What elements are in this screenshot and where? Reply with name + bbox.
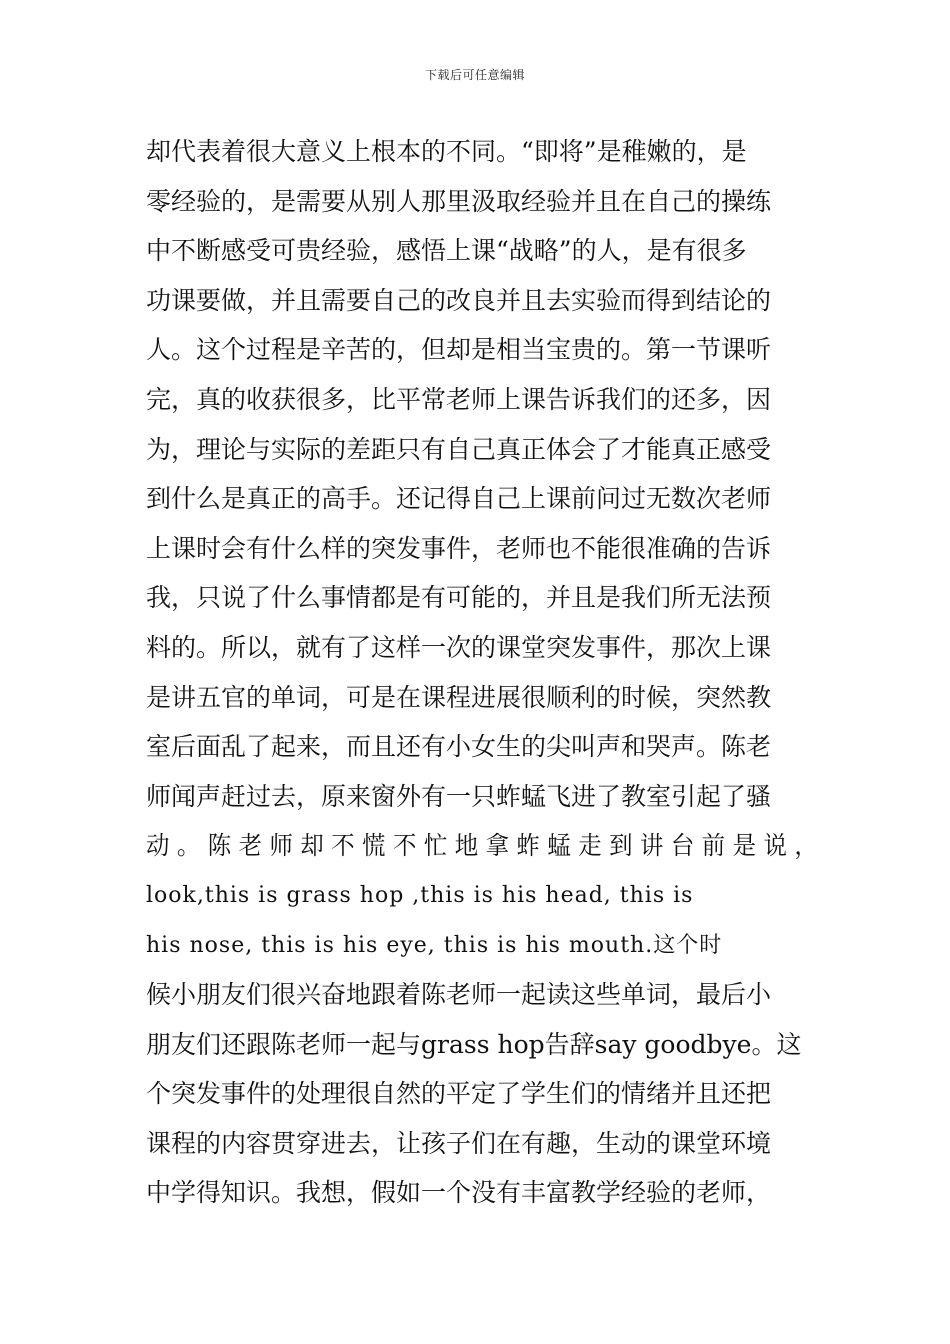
text-line: 室后面乱了起来，而且还有小女生的尖叫声和哭声。陈老 <box>146 732 772 762</box>
text-line: 是讲五官的单词，可是在课程进展很顺利的时候，突然教 <box>146 682 772 712</box>
text-line: 中不断感受可贵经验，感悟上课“战略”的人，是有很多 <box>146 236 747 266</box>
text-line: 师闻声赶过去，原来窗外有一只蚱蜢飞进了教室引起了骚 <box>146 781 772 811</box>
text-line: 为，理论与实际的差距只有自己真正体会了才能真正感受 <box>146 434 772 464</box>
text-line: 候小朋友们很兴奋地跟着陈老师一起读这些单词，最后小 <box>146 980 772 1010</box>
text-line: 到什么是真正的高手。还记得自己上课前问过无数次老师 <box>146 484 772 514</box>
text-line: 却代表着很大意义上根本的不同。“即将”是稚嫩的，是 <box>146 137 747 166</box>
text-line: 我，只说了什么事情都是有可能的，并且是我们所无法预 <box>146 583 772 613</box>
text-line: 人。这个过程是辛苦的，但却是相当宝贵的。第一节课听 <box>146 335 772 365</box>
text-line: 料的。所以，就有了这样一次的课堂突发事件，那次上课 <box>146 632 772 662</box>
page-header: 下载后可任意编辑 <box>424 68 525 82</box>
text-line: 朋友们还跟陈老师一起与grass hop告辞say goodbye。这 <box>146 1029 802 1059</box>
text-line: look,this is grass hop ,this is his head, this is <box>146 882 694 908</box>
text-line: 课程的内容贯穿进去，让孩子们在有趣，生动的课堂环境 <box>146 1128 772 1158</box>
text-line: 动 。 陈 老 师 却 不 慌 不 忙 地 拿 蚱 蜢 走 到 讲 台 前 是 说 ， <box>146 831 818 861</box>
body-text <box>146 127 818 1218</box>
text-line: 个突发事件的处理很自然的平定了学生们的情绪并且还把 <box>146 1079 772 1109</box>
text-line: 中学得知识。我想，假如一个没有丰富教学经验的老师， <box>146 1178 772 1208</box>
text-line: 功课要做，并且需要自己的改良并且去实验而得到结论的 <box>146 285 772 315</box>
text-line: 完，真的收获很多，比平常老师上课告诉我们的还多，因 <box>146 384 772 414</box>
text-line: 上课时会有什么样的突发事件，老师也不能很准确的告诉 <box>146 533 772 563</box>
text-line: 零经验的，是需要从别人那里汲取经验并且在自己的操练 <box>146 186 772 216</box>
text-line: his nose, this is his eye, this is his mouth.这个时 <box>146 932 723 958</box>
